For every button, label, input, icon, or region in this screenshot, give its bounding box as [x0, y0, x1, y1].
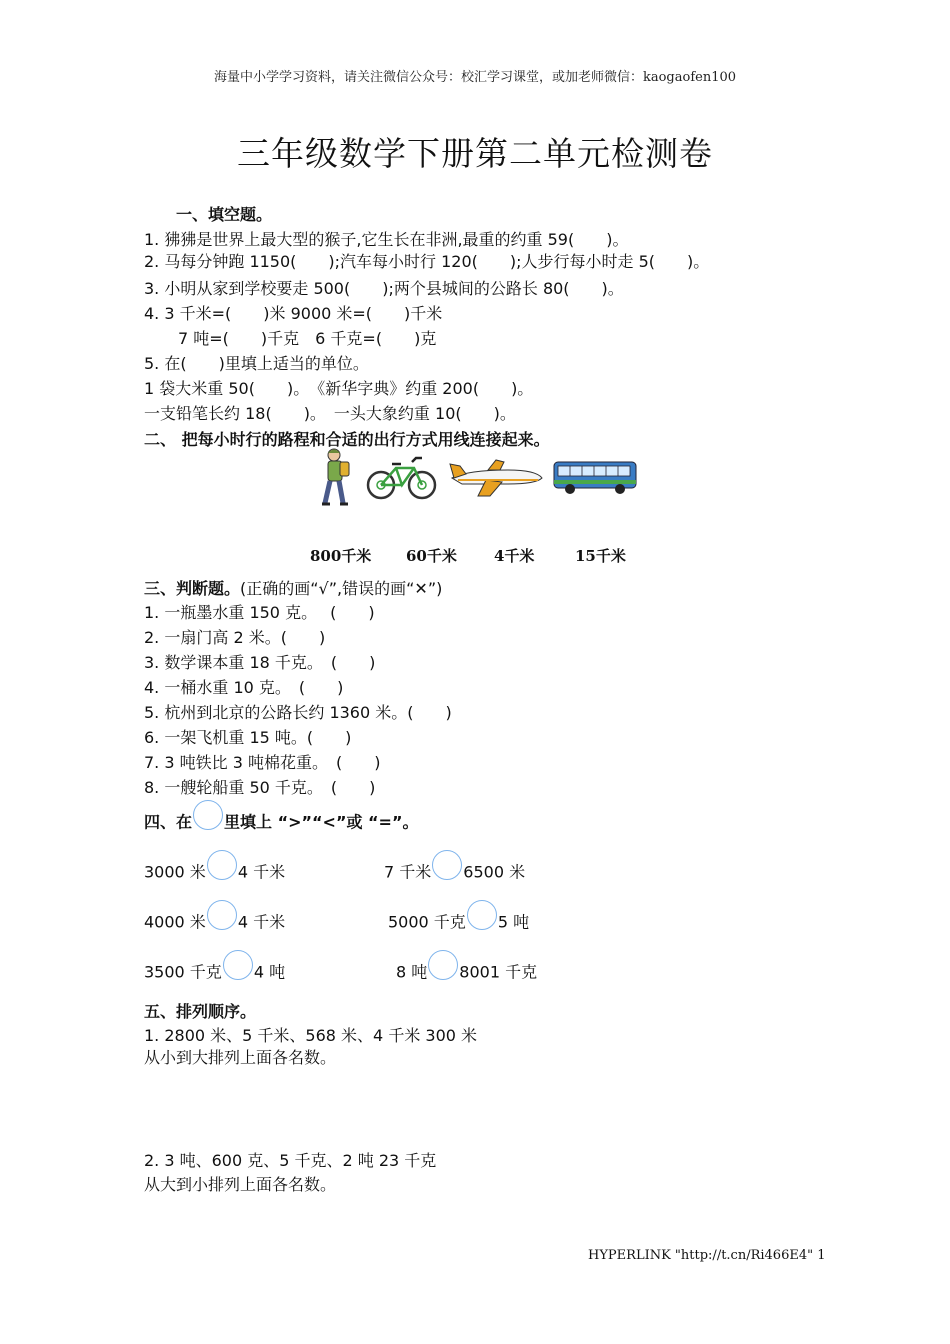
compare-right: 5 吨	[497, 912, 530, 932]
section4-heading-b: 里填上 “>”“<”或 “=”。	[224, 812, 419, 832]
compare-left: 5000 千克	[388, 912, 466, 932]
judge-item: 6. 一架飞机重 15 吨。( )	[144, 728, 352, 747]
compare-item	[144, 858, 285, 888]
compare-circle-icon[interactable]	[207, 900, 237, 930]
s5-q2: 2. 3 吨、600 克、5 千克、2 吨 23 千克	[144, 1151, 437, 1170]
s1-q3: 3. 小明从家到学校要走 500( );两个县城间的公路长 80( )。	[144, 279, 624, 298]
compare-circle-icon[interactable]	[432, 850, 462, 880]
compare-right: 4 千米	[237, 862, 286, 882]
section4-heading	[144, 808, 418, 838]
compare-circle-icon	[193, 800, 223, 830]
judge-item: 1. 一瓶墨水重 150 克。 ( )	[144, 603, 375, 622]
judge-item: 2. 一扇门高 2 米。( )	[144, 628, 326, 647]
distance-label: 800千米	[310, 547, 372, 565]
section3-heading: 三、判断题。	[144, 579, 241, 598]
airplane-icon	[448, 458, 546, 498]
compare-left: 4000 米	[144, 912, 206, 932]
compare-item	[388, 908, 529, 938]
section1-heading: 一、填空题。	[176, 205, 273, 224]
compare-right: 8001 千克	[459, 962, 538, 982]
section3-heading-row	[144, 576, 442, 599]
page-title: 三年级数学下册第二单元检测卷	[237, 134, 713, 173]
compare-right: 6500 米	[463, 862, 526, 882]
section4-heading-a: 四、在	[144, 812, 193, 832]
compare-item	[396, 958, 537, 988]
walking-person-icon	[316, 447, 356, 509]
section3-note: (正确的画“√”,错误的画“✕”)	[240, 579, 443, 598]
compare-circle-icon[interactable]	[428, 950, 458, 980]
distance-label: 4千米	[494, 547, 535, 565]
compare-circle-icon[interactable]	[207, 850, 237, 880]
compare-left: 7 千米	[384, 862, 432, 882]
page-header: 海量中小学学习资料，请关注微信公众号：校汇学习课堂，或加老师微信：kaogaofen100	[213, 70, 737, 85]
compare-item	[384, 858, 525, 888]
s1-q4b: 7 吨=( )千克 6 千克=( )克	[178, 329, 437, 348]
s1-q5b: 一支铅笔长约 18( )。 一头大象约重 10( )。	[144, 404, 516, 423]
distance-label: 60千米	[406, 547, 457, 565]
judge-item: 4. 一桶水重 10 克。 ( )	[144, 678, 344, 697]
judge-item: 3. 数学课本重 18 千克。 ( )	[144, 653, 376, 672]
compare-item	[144, 908, 285, 938]
s5-q1: 1. 2800 米、5 千米、568 米、4 千米 300 米	[144, 1026, 478, 1045]
compare-left: 3500 千克	[144, 962, 222, 982]
s1-q4a: 4. 3 千米=( )米 9000 米=( )千米	[144, 304, 443, 323]
distance-label: 15千米	[575, 547, 626, 565]
judge-item: 7. 3 吨铁比 3 吨棉花重。 ( )	[144, 753, 381, 772]
compare-circle-icon[interactable]	[223, 950, 253, 980]
section2-heading: 二、 把每小时行的路程和合适的出行方式用线连接起来。	[144, 430, 550, 449]
section5-heading: 五、排列顺序。	[144, 1002, 257, 1021]
bicycle-icon	[366, 452, 438, 502]
compare-right: 4 千米	[237, 912, 286, 932]
compare-circle-icon[interactable]	[467, 900, 497, 930]
compare-left: 8 吨	[396, 962, 428, 982]
judge-item: 5. 杭州到北京的公路长约 1360 米。( )	[144, 703, 452, 722]
page-footer: HYPERLINK "http://t.cn/Ri466E4" 1	[588, 1248, 826, 1263]
s1-q1: 1. 狒狒是世界上最大型的猴子,它生长在非洲,最重的约重 59( )。	[144, 230, 629, 249]
compare-right: 4 吨	[253, 962, 286, 982]
bus-icon	[552, 458, 638, 496]
s1-q5a: 1 袋大米重 50( )。 《新华字典》约重 200( )。	[144, 379, 534, 398]
compare-left: 3000 米	[144, 862, 206, 882]
s5-q1-instruction: 从小到大排列上面各名数。	[144, 1048, 337, 1067]
compare-item	[144, 958, 285, 988]
s1-q5: 5. 在( )里填上适当的单位。	[144, 354, 369, 373]
s5-q2-instruction: 从大到小排列上面各名数。	[144, 1175, 337, 1194]
judge-item: 8. 一艘轮船重 50 千克。 ( )	[144, 778, 376, 797]
s1-q2: 2. 马每分钟跑 1150( );汽车每小时行 120( );人步行每小时走 5( )。	[144, 252, 710, 271]
